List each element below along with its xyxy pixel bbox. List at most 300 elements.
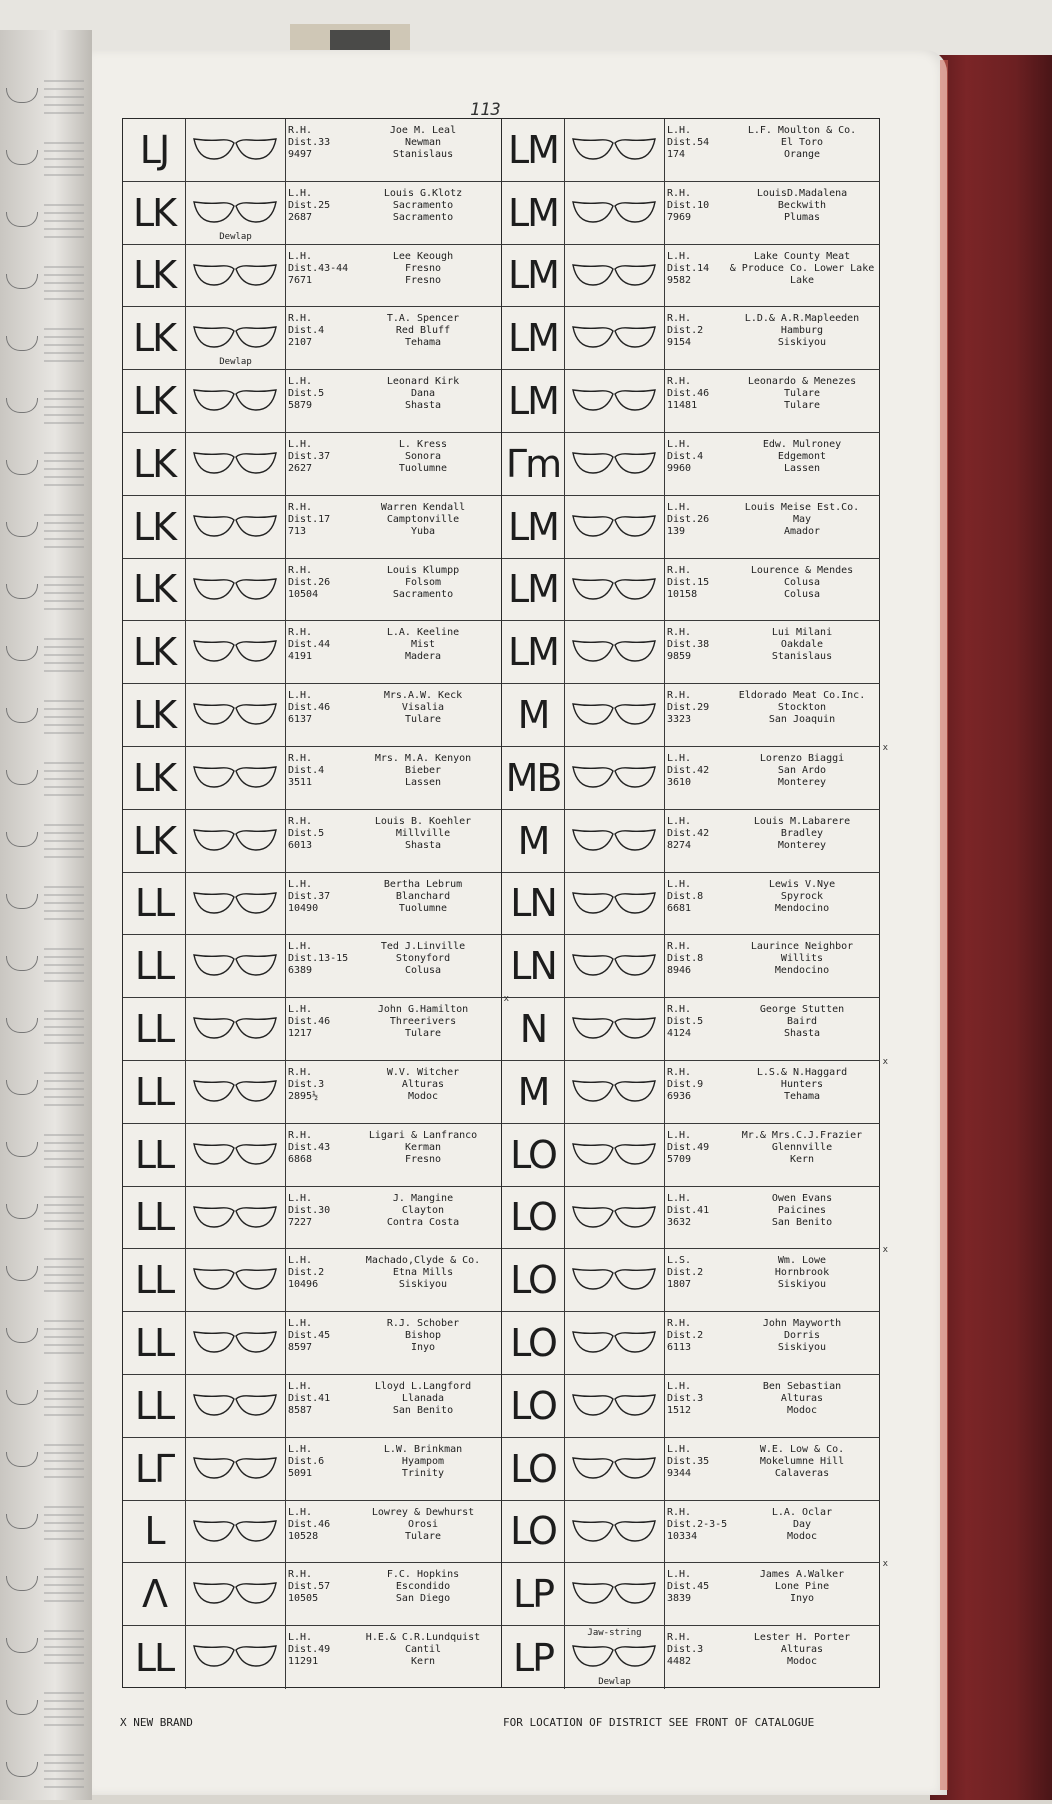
ear-mark-icon — [190, 1326, 280, 1356]
owner-info — [667, 376, 877, 412]
owner-name: Louis G.Klotz — [383, 187, 463, 199]
owner-name: F.C. Hopkins — [386, 1569, 460, 1581]
owner-info — [288, 753, 498, 789]
brand-row — [123, 810, 501, 873]
county: Stanislaus — [392, 149, 454, 160]
brand-symbol: M — [502, 1061, 565, 1123]
county: Siskiyou — [777, 1279, 827, 1291]
district: Dist.5 — [288, 388, 325, 400]
county: Lassen — [404, 777, 442, 788]
brand-symbol: LM — [502, 182, 565, 244]
town: Orosi — [407, 1518, 439, 1530]
registration-number: 7969 — [667, 211, 692, 223]
county: Trinity — [401, 1467, 445, 1479]
ear-marks — [186, 747, 286, 809]
brand-row — [123, 1249, 501, 1312]
ear-marks — [186, 433, 286, 495]
ear-marks — [186, 810, 286, 872]
brand-symbol: MB — [502, 747, 565, 809]
brand-symbol: LM — [502, 370, 565, 432]
county: Modoc — [786, 1530, 818, 1542]
ear-mark-icon — [569, 1201, 659, 1231]
registration-number: 10505 — [288, 1593, 319, 1605]
registration-number: 10158 — [667, 588, 698, 600]
brand-side: L.H. — [288, 1506, 313, 1518]
previous-page-entry — [4, 1372, 84, 1432]
brand-row — [502, 1626, 880, 1689]
district: Dist.8 — [667, 890, 704, 902]
owner-name: Lloyd L.Langford — [374, 1381, 472, 1392]
county: Tulare — [404, 714, 442, 726]
owner-info — [288, 1318, 498, 1354]
ear-marks — [565, 182, 665, 244]
new-brand-marker: x — [882, 1559, 888, 1570]
district: Dist.26 — [667, 513, 710, 525]
owner-info — [667, 1444, 877, 1480]
brand-side: L.H. — [288, 941, 313, 953]
owner-name: Louis B. Koehler — [374, 815, 472, 827]
ear-mark-icon — [569, 1640, 659, 1670]
brand-symbol: LL — [123, 1061, 186, 1123]
town: Fresno — [404, 262, 442, 274]
ear-marks — [565, 1061, 665, 1123]
brand-side: R.H. — [667, 564, 692, 576]
previous-page-entry — [4, 876, 84, 936]
brand-symbol: LK — [123, 684, 186, 746]
registration-number: 6868 — [288, 1153, 313, 1165]
registration-number: 3839 — [667, 1593, 692, 1605]
registration-number: 8587 — [288, 1405, 313, 1416]
county: Shasta — [404, 839, 442, 851]
brand-side: R.H. — [667, 690, 692, 702]
owner-info — [288, 1632, 498, 1668]
owner-name: Warren Kendall — [380, 501, 466, 513]
town: Bradley — [780, 827, 824, 839]
county: Lake — [789, 274, 815, 286]
owner-name: Edw. Mulroney — [762, 439, 842, 450]
ear-marks — [186, 1438, 286, 1500]
district: Dist.46 — [288, 1518, 331, 1530]
owner-name: L. Kress — [398, 439, 448, 450]
district: Dist.57 — [288, 1581, 331, 1593]
brand-symbol: M — [502, 684, 565, 746]
registration-number: 3511 — [288, 777, 313, 788]
town: Hyampom — [401, 1455, 445, 1467]
town: Stockton — [777, 702, 827, 714]
ear-mark-icon — [190, 1263, 280, 1293]
town: Hunters — [780, 1079, 824, 1090]
owner-info — [667, 627, 877, 663]
ear-marks — [565, 496, 665, 558]
ear-marks — [186, 684, 286, 746]
district: Dist.17 — [288, 513, 331, 525]
previous-page-entry — [4, 442, 84, 502]
ear-marks — [565, 810, 665, 872]
county: Shasta — [783, 1028, 821, 1040]
brand-row — [123, 433, 501, 496]
brand-symbol: LL — [123, 1312, 186, 1374]
brand-side: R.H. — [667, 187, 692, 199]
district: Dist.30 — [288, 1204, 331, 1216]
town: Beckwith — [777, 199, 827, 211]
ear-marks — [186, 621, 286, 683]
county: Siskiyou — [777, 337, 827, 349]
previous-page-entry — [4, 132, 84, 192]
district: Dist.2-3-5 — [667, 1518, 728, 1530]
owner-info — [288, 565, 498, 601]
owner-name: Owen Evans — [771, 1192, 833, 1204]
district: Dist.43-44 — [288, 262, 349, 274]
brand-symbol: Λ — [123, 1563, 186, 1625]
registration-number: 11481 — [667, 400, 698, 412]
registration-number: 7227 — [288, 1216, 313, 1228]
brand-symbol: LL — [123, 1187, 186, 1249]
town: El Toro — [780, 137, 824, 148]
county: Siskiyou — [398, 1279, 448, 1291]
brand-side: R.H. — [288, 753, 313, 764]
owner-name: Lui Milani — [771, 627, 833, 639]
ear-marks — [186, 998, 286, 1060]
registration-number: 9497 — [288, 149, 313, 160]
owner-info — [667, 251, 877, 287]
new-brand-marker: x — [503, 994, 509, 1005]
district: Dist.10 — [667, 199, 710, 211]
town: Llanada — [401, 1393, 445, 1404]
previous-page-entry — [4, 690, 84, 750]
owner-info — [667, 125, 877, 161]
owner-name: Leonard Kirk — [386, 376, 460, 388]
brand-symbol: LK — [123, 182, 186, 244]
town: Newman — [404, 137, 442, 148]
owner-name: L.A. Oclar — [771, 1506, 833, 1518]
owner-name: W.V. Witcher — [386, 1067, 460, 1078]
ear-mark-icon — [569, 1577, 659, 1607]
county: Plumas — [783, 211, 821, 223]
owner-info — [288, 941, 498, 977]
ear-mark-icon — [190, 761, 280, 791]
ear-mark-icon — [569, 133, 659, 163]
town: Willits — [780, 953, 824, 965]
book-cover — [930, 55, 1052, 1800]
brand-symbol: LL — [123, 1375, 186, 1437]
town: San Ardo — [777, 765, 827, 776]
left-column — [123, 119, 509, 1687]
county: Madera — [404, 651, 442, 663]
ear-marks — [186, 307, 286, 369]
brand-row — [123, 994, 509, 1061]
brand-side: L.H. — [667, 1569, 692, 1581]
ear-mark-icon — [569, 1326, 659, 1356]
ear-marks — [565, 1124, 665, 1186]
ear-marks — [186, 119, 286, 181]
town: Glennville — [771, 1141, 833, 1153]
owner-info — [667, 1130, 877, 1166]
mark-note-bottom: Dewlap — [219, 357, 252, 368]
previous-page-entry — [4, 566, 84, 626]
brand-side: L.H. — [288, 690, 313, 702]
ear-marks — [186, 182, 286, 244]
previous-page-entry — [4, 194, 84, 254]
owner-name: L.A. Keeline — [386, 627, 460, 639]
mark-note-bottom: Dewlap — [219, 231, 252, 242]
town: Threerivers — [389, 1016, 457, 1028]
brand-side: L.H. — [288, 1443, 313, 1455]
district: Dist.49 — [667, 1141, 710, 1153]
owner-info — [667, 188, 877, 224]
previous-page-entry — [4, 256, 84, 316]
previous-page-entry — [4, 1496, 84, 1556]
brand-row — [123, 496, 501, 559]
town: Oakdale — [780, 639, 824, 651]
owner-info — [667, 1067, 877, 1103]
ear-mark-icon — [569, 698, 659, 728]
previous-page-entry — [4, 70, 84, 130]
brand-symbol: LJ — [123, 119, 186, 181]
ear-marks — [186, 1124, 286, 1186]
brand-row — [123, 1061, 501, 1124]
brand-side: R.H. — [667, 941, 692, 953]
brand-symbol: LP — [502, 1626, 565, 1689]
district: Dist.49 — [288, 1644, 331, 1656]
brand-row — [123, 559, 501, 622]
town: Alturas — [780, 1644, 824, 1656]
brand-symbol: LK — [123, 307, 186, 369]
brand-row — [502, 1124, 880, 1187]
county: Inyo — [789, 1593, 815, 1605]
brand-symbol: LM — [502, 559, 565, 621]
registration-number: 10528 — [288, 1530, 319, 1542]
brand-row — [502, 1312, 880, 1375]
county: Siskiyou — [777, 1342, 827, 1354]
county: Tulare — [404, 1530, 442, 1542]
town: Escondido — [395, 1581, 451, 1593]
brand-row — [123, 119, 501, 182]
ear-marks — [186, 1249, 286, 1311]
footer-new-brand-legend: X NEW BRAND — [120, 1716, 193, 1729]
brand-symbol: LK — [123, 621, 186, 683]
ear-mark-icon — [190, 510, 280, 540]
brand-symbol: M — [502, 810, 565, 872]
brand-side: L.S. — [667, 1255, 692, 1267]
brand-side: R.H. — [288, 125, 313, 136]
ear-mark-icon — [569, 321, 659, 351]
town: Bishop — [404, 1330, 442, 1342]
county: Mendocino — [774, 965, 830, 977]
owner-info — [288, 251, 498, 287]
town: Edgemont — [777, 451, 827, 462]
brand-row — [123, 935, 501, 998]
previous-page-entry — [4, 1310, 84, 1370]
town: Hamburg — [780, 325, 824, 337]
district: Dist.42 — [667, 827, 710, 839]
ear-mark-icon — [569, 635, 659, 665]
owner-info — [667, 313, 877, 349]
brand-symbol: LL — [123, 1626, 186, 1689]
ear-marks — [186, 935, 286, 997]
owner-info — [288, 313, 498, 349]
ear-marks — [186, 1563, 286, 1625]
ear-mark-icon — [569, 510, 659, 540]
brand-symbol: LN — [502, 873, 565, 935]
brand-side: R.H. — [667, 1506, 692, 1518]
ear-marks — [565, 1563, 665, 1625]
new-brand-marker: x — [882, 1057, 888, 1067]
district: Dist.4 — [288, 765, 325, 776]
brand-side: L.H. — [288, 376, 313, 388]
county: Amador — [783, 525, 821, 537]
ear-marks — [565, 747, 665, 809]
brand-symbol: LK — [123, 496, 186, 558]
brand-symbol: LO — [502, 1187, 565, 1249]
ear-mark-icon — [190, 384, 280, 414]
brand-side: L.H. — [288, 187, 313, 199]
town: Paicines — [777, 1204, 827, 1216]
ear-mark-icon — [190, 196, 280, 226]
owner-name: T.A. Spencer — [386, 313, 460, 325]
ear-marks — [565, 998, 665, 1060]
brand-side: R.H. — [667, 376, 692, 388]
brand-row — [502, 559, 880, 622]
town: Spyrock — [780, 890, 824, 902]
owner-name: Wm. Lowe — [777, 1255, 827, 1267]
district: Dist.4 — [667, 451, 704, 462]
district: Dist.38 — [667, 639, 710, 651]
town: Dana — [410, 388, 436, 400]
brand-side: L.H. — [667, 1443, 692, 1455]
county: Tuolumne — [398, 902, 448, 914]
county: Fresno — [404, 1153, 442, 1165]
brand-symbol: LL — [123, 1124, 186, 1186]
brand-side: L.H. — [667, 753, 692, 764]
owner-info — [667, 1318, 877, 1354]
ear-mark-icon — [569, 1389, 659, 1419]
brand-row — [123, 245, 501, 308]
brand-symbol: LL — [123, 1249, 186, 1311]
owner-name: Machado,Clyde & Co. — [365, 1255, 481, 1267]
owner-info — [288, 1381, 498, 1417]
owner-name: Lake County Meat — [753, 250, 851, 262]
owner-info — [288, 627, 498, 663]
brand-side: R.H. — [288, 1569, 313, 1581]
ear-marks — [565, 1438, 665, 1500]
brand-row — [123, 307, 501, 370]
brand-symbol: L — [123, 1501, 186, 1563]
brand-symbol: LM — [502, 245, 565, 307]
owner-name: R.J. Schober — [386, 1318, 460, 1330]
district: Dist.41 — [288, 1393, 331, 1404]
district: Dist.25 — [288, 199, 331, 211]
brand-symbol: Γm — [502, 433, 565, 495]
previous-page-entry — [4, 628, 84, 688]
new-brand-marker: x — [882, 743, 888, 753]
owner-name: Louis M.Labarere — [753, 815, 851, 827]
district: Dist.13-15 — [288, 953, 349, 965]
previous-page-entry — [4, 1062, 84, 1122]
ear-mark-icon — [569, 824, 659, 854]
ear-mark-icon — [190, 1640, 280, 1670]
owner-name: J. Mangine — [392, 1192, 454, 1204]
previous-page-entry — [4, 1000, 84, 1060]
owner-info — [288, 1130, 498, 1166]
ear-mark-icon — [190, 573, 280, 603]
owner-name: Lourence & Mendes — [750, 564, 854, 576]
brand-side: L.H. — [667, 878, 692, 890]
brand-row — [502, 433, 880, 496]
mark-note-top: Jaw-string — [587, 1628, 642, 1639]
ear-mark-icon — [190, 824, 280, 854]
town: Sonora — [404, 451, 442, 462]
brand-row — [502, 743, 888, 810]
brand-row — [123, 1563, 501, 1626]
brand-symbol: LO — [502, 1438, 565, 1500]
brand-symbol: LΓ — [123, 1438, 186, 1500]
ear-marks — [186, 245, 286, 307]
ear-marks — [565, 684, 665, 746]
county: Tulare — [404, 1028, 442, 1040]
owner-name: H.E.& C.R.Lundquist — [365, 1632, 481, 1644]
previous-page-entry — [4, 380, 84, 440]
previous-page — [0, 30, 92, 1800]
owner-info — [667, 1632, 877, 1668]
ear-mark-icon — [569, 196, 659, 226]
registration-number: 10496 — [288, 1279, 319, 1291]
town: Dorris — [783, 1330, 821, 1342]
owner-info — [667, 1569, 877, 1605]
registration-number: 5709 — [667, 1153, 692, 1165]
owner-info — [288, 1507, 498, 1543]
district: Dist.2 — [667, 1267, 704, 1279]
owner-name: L.D.& A.R.Mapleeden — [744, 313, 860, 325]
ear-marks — [565, 1501, 665, 1563]
brand-side: R.H. — [288, 501, 313, 513]
brand-row — [502, 1187, 880, 1250]
registration-number: 9859 — [667, 651, 692, 663]
owner-name: George Stutten — [759, 1004, 845, 1016]
brand-row — [502, 182, 880, 245]
district: Dist.33 — [288, 137, 331, 148]
district: Dist.15 — [667, 576, 710, 588]
district: Dist.54 — [667, 137, 710, 148]
brand-symbol: LM — [502, 119, 565, 181]
brand-symbol: LK — [123, 433, 186, 495]
brand-symbol: LM — [502, 621, 565, 683]
brand-symbol: LK — [123, 747, 186, 809]
brand-side: L.H. — [288, 1318, 313, 1330]
owner-name: LouisD.Madalena — [756, 187, 848, 199]
town: Cantil — [404, 1644, 442, 1656]
ear-marks — [186, 873, 286, 935]
registration-number: 9154 — [667, 337, 692, 349]
ear-marks — [186, 496, 286, 558]
brand-side: R.H. — [667, 1632, 692, 1644]
district: Dist.26 — [288, 576, 331, 588]
county: Sacramento — [392, 588, 454, 600]
brand-row — [502, 1438, 880, 1501]
owner-info — [288, 376, 498, 412]
ear-mark-icon — [190, 447, 280, 477]
ear-mark-icon — [190, 133, 280, 163]
page-number: 113 — [470, 100, 501, 120]
town: Red Bluff — [395, 325, 451, 337]
registration-number: 8274 — [667, 839, 692, 851]
county: Stanislaus — [771, 651, 833, 663]
district: Dist.46 — [667, 388, 710, 400]
district: Dist.44 — [288, 639, 331, 651]
town: Bieber — [404, 765, 442, 776]
brand-side: L.H. — [288, 439, 313, 450]
registration-number: 713 — [288, 525, 307, 537]
owner-info — [667, 1507, 877, 1543]
